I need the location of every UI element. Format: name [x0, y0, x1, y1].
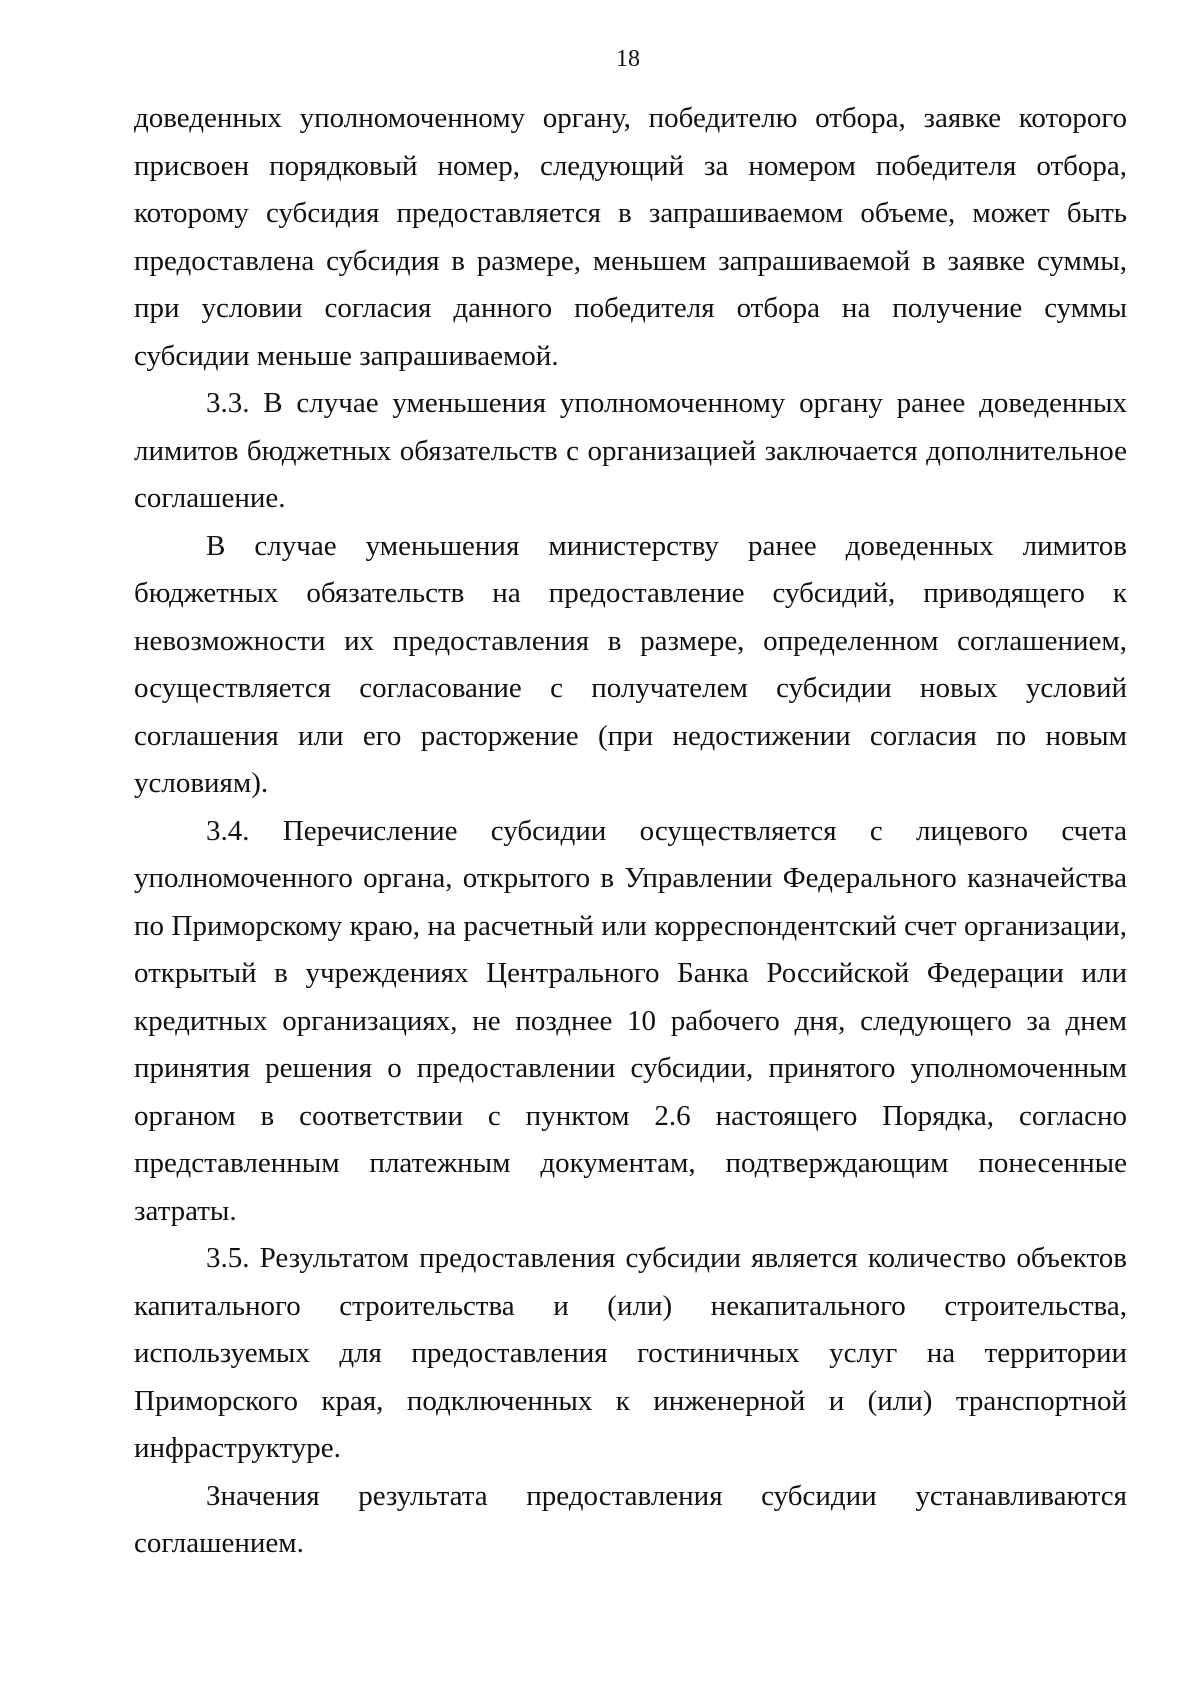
paragraph-3-5: 3.5. Результатом предоставления субсидии является количество объектов капитального строительства и (или) некапитального строительства, используемых для предоставления гостиничных услуг на территории Приморского края, подключенных к инженерной и (или) транспортной инфраструктуре. [134, 1242, 1127, 1464]
paragraph-3-3: 3.3. В случае уменьшения уполномоченному органу ранее доведенных лимитов бюджетных обязательств с организацией заключается дополнительное соглашение. [134, 387, 1127, 514]
paragraph-continuation: доведенных уполномоченному органу, победителю отбора, заявке которого присвоен порядковый номер, следующий за номером победителя отбора, которому субсидия предоставляется в запрашиваемом объеме, может быть предоставлена субсидия в размере, меньшем запрашиваемой в заявке суммы, при условии согласия данного победителя отбора на получение суммы субсидии меньше запрашиваемой. [134, 102, 1127, 372]
paragraph-3-4: 3.4. Перечисление субсидии осуществляется с лицевого счета уполномоченного органа, открытого в Управлении Федерального казначейства по Приморскому краю, на расчетный или корреспондентский счет организации, открытый в учреждениях Центрального Банка Российской Федерации или кредитных организациях, не позднее 10 рабочего дня, следующего за днем принятия решения о предоставлении субсидии, принятого уполномоченным органом в соответствии с пунктом 2.6 настоящего Порядка, согласно представленным платежным документам, подтверждающим понесенные затраты. [134, 814, 1127, 1227]
document-body [134, 95, 1127, 1568]
paragraph-result-values: Значения результата предоставления субсидии устанавливаются соглашением. [134, 1479, 1127, 1559]
page-number: 18 [616, 46, 640, 72]
paragraph-ministry-limits: В случае уменьшения министерству ранее доведенных лимитов бюджетных обязательств на предоставление субсидий, приводящего к невозможности их предоставления в размере, определенном соглашением, осуществляется согласование с получателем субсидии новых условий соглашения или его расторжение (при недостижении согласия по новым условиям). [134, 529, 1127, 799]
